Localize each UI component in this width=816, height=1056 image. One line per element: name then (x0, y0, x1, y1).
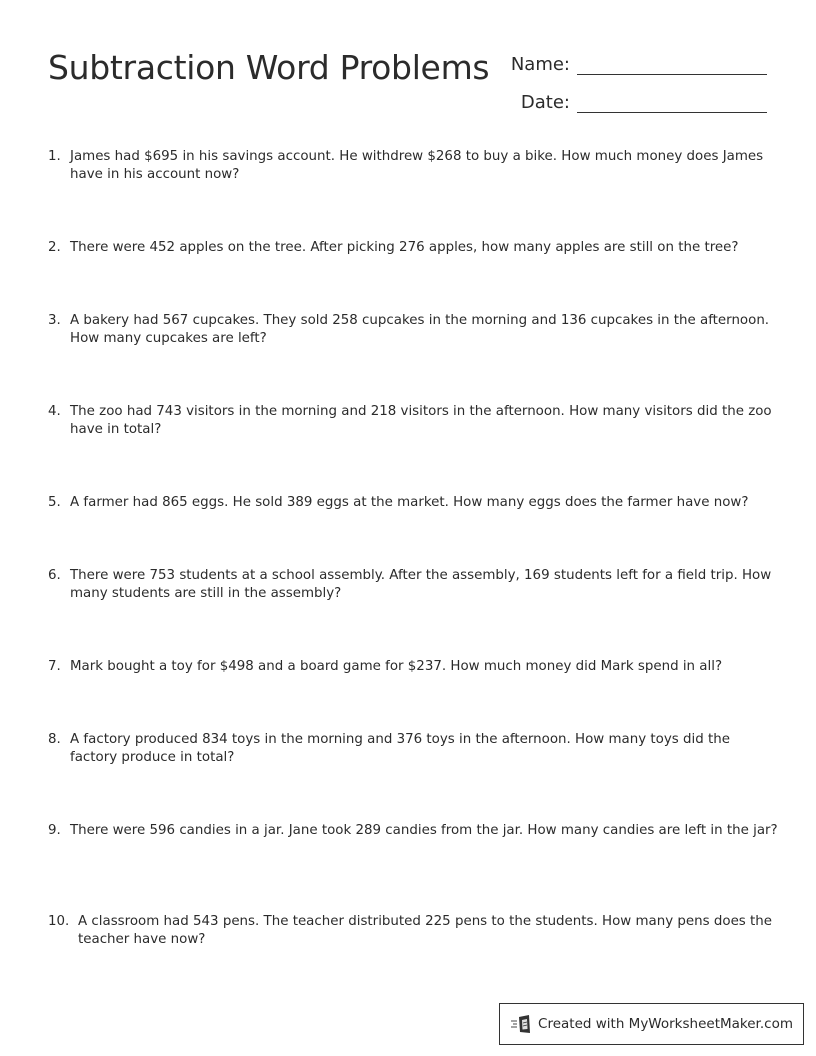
problem-number: 8. (48, 732, 61, 747)
problem-item (48, 403, 778, 439)
page-title: Subtraction Word Problems (48, 48, 490, 87)
problem-item (48, 658, 778, 676)
problem-item (48, 822, 778, 840)
footer-badge[interactable] (499, 1003, 804, 1045)
problem-number: 6. (48, 568, 61, 583)
problem-text: The zoo had 743 visitors in the morning and 218 visitors in the afternoon. How many visitors did the zoo have in total? (70, 404, 772, 437)
problem-text: A factory produced 834 toys in the morning and 376 toys in the afternoon. How many toys did the factory produce in total? (70, 732, 730, 765)
worksheet-maker-logo-icon (510, 1014, 532, 1034)
problem-item (48, 494, 778, 512)
problem-number: 2. (48, 240, 61, 255)
problem-item (48, 567, 778, 603)
name-blank-line (577, 52, 767, 75)
problem-text: There were 596 candies in a jar. Jane took 289 candies from the jar. How many candies are left in the jar? (70, 823, 778, 838)
problem-text: There were 753 students at a school assembly. After the assembly, 169 students left for a field trip. How many students are still in the assembly? (70, 568, 772, 601)
name-field (506, 52, 767, 75)
date-field (506, 90, 767, 113)
problem-text: A classroom had 543 pens. The teacher distributed 225 pens to the students. How many pens does the teacher have now? (78, 914, 773, 947)
problem-number: 3. (48, 313, 61, 328)
problem-number: 5. (48, 495, 61, 510)
problem-number: 4. (48, 404, 61, 419)
name-label: Name: (510, 54, 570, 75)
footer-text: Created with MyWorksheetMaker.com (538, 1016, 793, 1032)
problem-number: 7. (48, 659, 61, 674)
problem-number: 9. (48, 823, 61, 838)
problem-item (48, 239, 778, 257)
problem-item (48, 913, 778, 949)
problem-text: James had $695 in his savings account. He withdrew $268 to buy a bike. How much money does James have in his account now? (70, 149, 764, 182)
date-label: Date: (520, 92, 570, 113)
date-blank-line (577, 90, 767, 113)
problem-text: A bakery had 567 cupcakes. They sold 258 cupcakes in the morning and 136 cupcakes in the afternoon. How many cupcakes are left? (70, 313, 770, 346)
problem-number: 10. (48, 914, 70, 929)
problem-number: 1. (48, 149, 61, 164)
problem-text: There were 452 apples on the tree. After picking 276 apples, how many apples are still on the tree? (70, 240, 739, 255)
problem-item (48, 731, 778, 767)
problem-item (48, 148, 778, 184)
problem-text: Mark bought a toy for $498 and a board game for $237. How much money did Mark spend in all? (70, 659, 723, 674)
problem-item (48, 312, 778, 348)
problem-text: A farmer had 865 eggs. He sold 389 eggs at the market. How many eggs does the farmer have now? (70, 495, 749, 510)
